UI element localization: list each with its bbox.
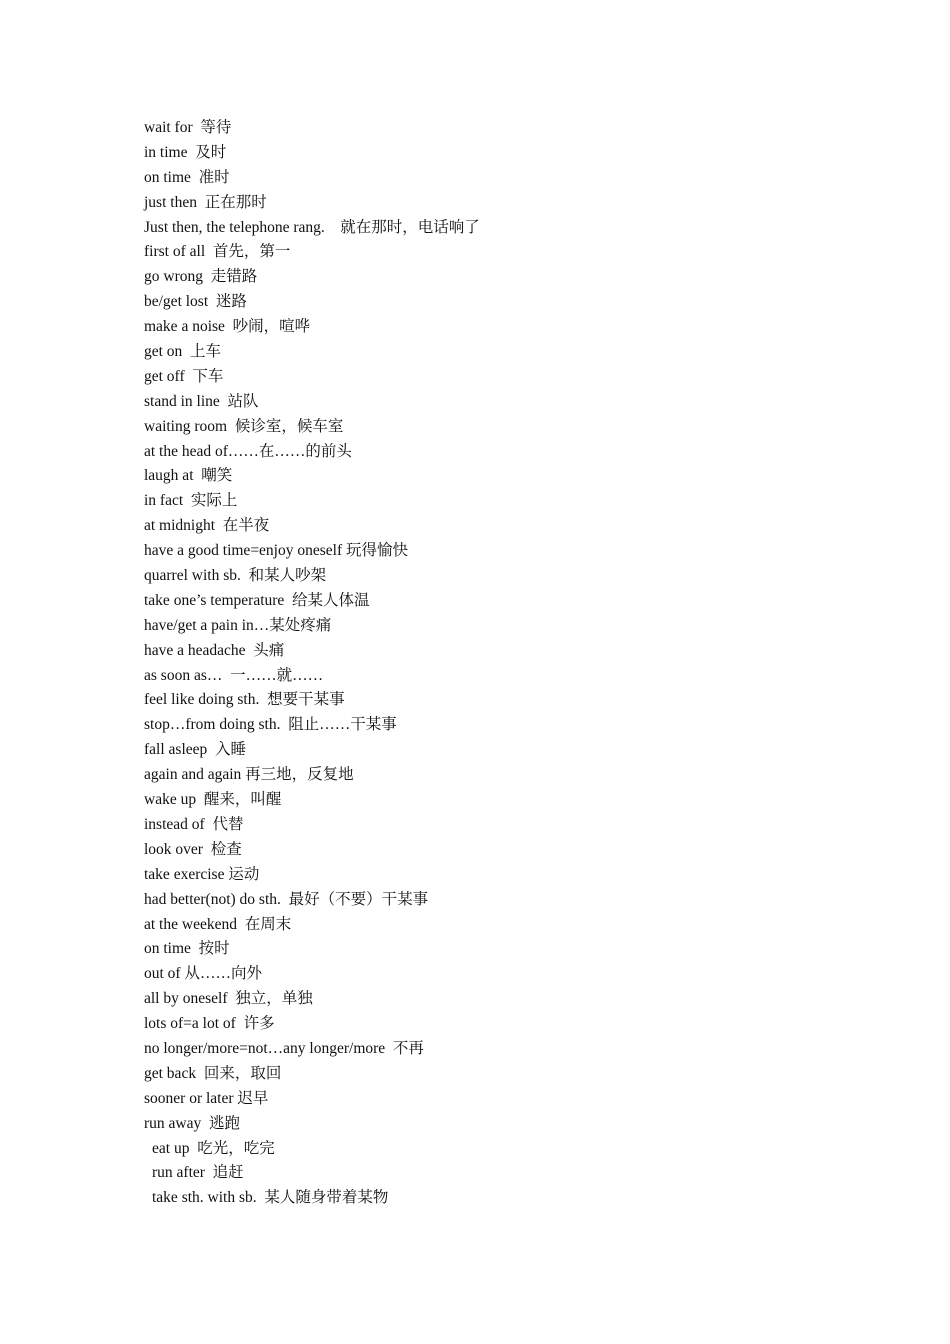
- phrase-line: quarrel with sb. 和某人吵架: [144, 567, 327, 585]
- phrase-line: look over 检查: [144, 840, 242, 858]
- phrase-line: Just then, the telephone rang. 就在那时，电话响了: [144, 218, 480, 236]
- phrase-line: sooner or later 迟早: [144, 1089, 269, 1107]
- phrase-line: make a noise 吵闹，喧哗: [144, 318, 311, 336]
- phrase-line: on time 准时: [144, 168, 230, 186]
- phrase-line: at the weekend 在周末: [144, 915, 292, 933]
- phrase-line: get off 下车: [144, 367, 224, 385]
- phrase-line: instead of 代替: [144, 815, 244, 833]
- phrase-line: have a good time=enjoy oneself 玩得愉快: [144, 542, 408, 560]
- phrase-line: just then 正在那时: [144, 193, 267, 211]
- phrase-line: all by oneself 独立，单独: [144, 990, 313, 1008]
- phrase-line: first of all 首先，第一: [144, 243, 291, 261]
- phrase-line: be/get lost 迷路: [144, 293, 247, 311]
- phrase-line: take exercise 运动: [144, 865, 260, 883]
- phrase-line: had better(not) do sth. 最好（不要）干某事: [144, 890, 429, 908]
- phrase-line: stand in line 站队: [144, 392, 259, 410]
- phrase-line: on time 按时: [144, 940, 230, 958]
- phrase-line: as soon as… 一……就……: [144, 666, 324, 684]
- phrase-line: have a headache 头痛: [144, 641, 285, 659]
- phrase-line: in time 及时: [144, 143, 227, 161]
- phrase-line: wait for 等待: [144, 119, 232, 136]
- phrase-line: in fact 实际上: [144, 492, 238, 510]
- phrase-line: at midnight 在半夜: [144, 517, 270, 535]
- phrase-line: run away 逃跑: [144, 1114, 240, 1132]
- phrase-line: wake up 醒来，叫醒: [144, 791, 282, 809]
- phrase-line: have/get a pain in…某处疼痛: [144, 616, 332, 634]
- phrase-line: get back 回来，取回: [144, 1064, 282, 1082]
- phrase-line: no longer/more=not…any longer/more 不再: [144, 1039, 424, 1057]
- phrase-line: fall asleep 入睡: [144, 741, 247, 759]
- phrase-line: again and again 再三地，反复地: [144, 766, 354, 784]
- phrase-line: run after 追赶: [152, 1164, 244, 1182]
- phrase-line: take one’s temperature 给某人体温: [144, 591, 370, 609]
- phrase-line: get on 上车: [144, 343, 222, 361]
- phrase-line: waiting room 候诊室，候车室: [144, 417, 344, 435]
- phrase-line: laugh at 嘲笑: [144, 467, 233, 485]
- phrase-line: lots of=a lot of 许多: [144, 1015, 275, 1033]
- phrase-line: at the head of……在……的前头: [144, 442, 352, 460]
- phrase-line: take sth. with sb. 某人随身带着某物: [152, 1189, 389, 1207]
- phrase-list: [144, 116, 480, 1211]
- phrase-line: stop…from doing sth. 阻止……干某事: [144, 716, 397, 734]
- phrase-line: feel like doing sth. 想要干某事: [144, 691, 345, 709]
- phrase-line: go wrong 走错路: [144, 268, 258, 286]
- phrase-line: eat up 吃光，吃完: [152, 1139, 275, 1157]
- phrase-line: out of 从……向外: [144, 965, 262, 983]
